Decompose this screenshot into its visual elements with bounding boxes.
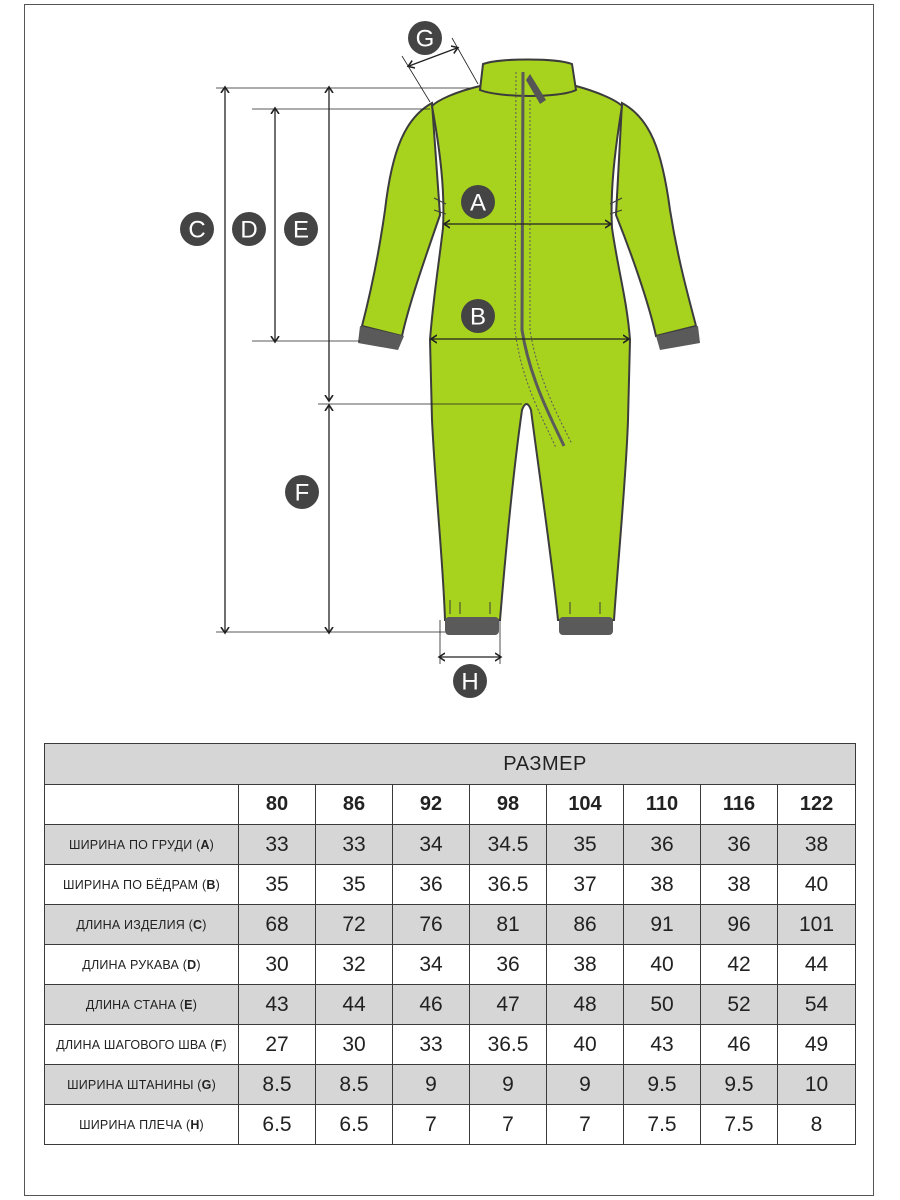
size-cell: 86: [316, 785, 393, 825]
measurement-row: [45, 1025, 856, 1065]
measurement-value: 35: [239, 865, 316, 905]
measurement-value: 42: [701, 945, 778, 985]
measurement-row: [45, 985, 856, 1025]
measurement-value: 9: [470, 1065, 547, 1105]
measurement-row: [45, 905, 856, 945]
measurement-value: 9.5: [624, 1065, 701, 1105]
measurement-value: 33: [393, 1025, 470, 1065]
measurement-value: 52: [701, 985, 778, 1025]
measurement-value: 44: [316, 985, 393, 1025]
measurement-value: 34: [393, 825, 470, 865]
measurement-value: 91: [624, 905, 701, 945]
marker-c: [180, 212, 214, 246]
right-leg-cuff: [559, 617, 613, 635]
measurement-value: 8: [778, 1105, 856, 1145]
measurement-value: 47: [470, 985, 547, 1025]
measurement-value: 72: [316, 905, 393, 945]
marker-h-label: H: [461, 668, 479, 696]
measurement-value: 7: [393, 1105, 470, 1145]
measurement-value: 43: [239, 985, 316, 1025]
size-chart-table: [44, 743, 856, 1145]
measurement-value: 9: [393, 1065, 470, 1105]
right-sleeve: [616, 103, 696, 336]
measurement-label: ШИРИНА ПО ГРУДИ (A): [45, 825, 239, 865]
size-header: [45, 744, 856, 785]
measurement-value: 7.5: [701, 1105, 778, 1145]
measurement-value: 38: [547, 945, 624, 985]
jumpsuit-illustration: [358, 60, 700, 636]
measurement-value: 7.5: [624, 1105, 701, 1145]
size-header-text: РАЗМЕР: [503, 752, 587, 775]
measurement-row: [45, 865, 856, 905]
measurement-value: 34.5: [470, 825, 547, 865]
marker-b: [461, 299, 495, 333]
size-cell: 92: [393, 785, 470, 825]
size-cell: 116: [701, 785, 778, 825]
left-sleeve: [362, 103, 440, 336]
measurement-row: [45, 945, 856, 985]
measurement-value: 6.5: [316, 1105, 393, 1145]
measurement-value: 8.5: [239, 1065, 316, 1105]
marker-a: [461, 185, 495, 219]
measurement-value: 40: [624, 945, 701, 985]
measurement-value: 38: [624, 865, 701, 905]
measurement-value: 36: [470, 945, 547, 985]
measurement-row: [45, 825, 856, 865]
measurement-value: 50: [624, 985, 701, 1025]
measurement-label: ДЛИНА ШАГОВОГО ШВА (F): [45, 1025, 239, 1065]
measurement-value: 86: [547, 905, 624, 945]
measurement-value: 36: [701, 825, 778, 865]
header-row: [45, 744, 856, 785]
measurement-label: ДЛИНА РУКАВА (D): [45, 945, 239, 985]
measurement-value: 30: [239, 945, 316, 985]
measurement-value: 30: [316, 1025, 393, 1065]
marker-a-label: A: [469, 189, 487, 217]
measurement-value: 35: [316, 865, 393, 905]
measurement-value: 35: [547, 825, 624, 865]
measurement-value: 33: [239, 825, 316, 865]
measurement-value: 44: [778, 945, 856, 985]
measurement-value: 9: [547, 1065, 624, 1105]
torso-and-legs: [430, 86, 630, 620]
measurement-value: 48: [547, 985, 624, 1025]
marker-e: [284, 212, 318, 246]
measurement-value: 36: [624, 825, 701, 865]
measurement-row: [45, 1105, 856, 1145]
measurement-value: 32: [316, 945, 393, 985]
left-leg-cuff: [445, 617, 499, 635]
measurement-value: 68: [239, 905, 316, 945]
marker-f-label: F: [294, 479, 310, 507]
size-cell: 104: [547, 785, 624, 825]
measurement-value: 49: [778, 1025, 856, 1065]
marker-g: [408, 21, 442, 55]
measurement-value: 6.5: [239, 1105, 316, 1145]
size-cell: 80: [239, 785, 316, 825]
measurement-value: 38: [778, 825, 856, 865]
marker-d: [232, 212, 266, 246]
measurement-value: 27: [239, 1025, 316, 1065]
measurement-label: ДЛИНА ИЗДЕЛИЯ (C): [45, 905, 239, 945]
measurement-value: 40: [778, 865, 856, 905]
size-cell: 98: [470, 785, 547, 825]
measurement-value: 101: [778, 905, 856, 945]
measurement-value: 9.5: [701, 1065, 778, 1105]
marker-d-label: D: [240, 216, 258, 244]
measurement-value: 7: [547, 1105, 624, 1145]
measurement-value: 96: [701, 905, 778, 945]
marker-h: [453, 664, 487, 698]
size-cell: 122: [778, 785, 856, 825]
measurement-label: ШИРИНА ПЛЕЧА (H): [45, 1105, 239, 1145]
marker-f: [285, 475, 319, 509]
measurement-label: ШИРИНА ПО БЁДРАМ (B): [45, 865, 239, 905]
measurement-row: [45, 1065, 856, 1105]
measurement-value: 33: [316, 825, 393, 865]
marker-c-label: C: [188, 216, 206, 244]
measurement-value: 36.5: [470, 865, 547, 905]
measurement-value: 38: [701, 865, 778, 905]
measurement-value: 7: [470, 1105, 547, 1145]
measurement-value: 34: [393, 945, 470, 985]
measurement-value: 46: [701, 1025, 778, 1065]
measurement-label: ДЛИНА СТАНА (E): [45, 985, 239, 1025]
measurement-value: 40: [547, 1025, 624, 1065]
marker-g-label: G: [415, 25, 435, 53]
measurement-value: 8.5: [316, 1065, 393, 1105]
measurement-value: 36.5: [470, 1025, 547, 1065]
measurement-value: 10: [778, 1065, 856, 1105]
measurement-value: 46: [393, 985, 470, 1025]
measurement-value: 36: [393, 865, 470, 905]
measurement-value: 54: [778, 985, 856, 1025]
marker-e-label: E: [292, 216, 310, 244]
marker-b-label: B: [469, 303, 487, 331]
measurement-label: ШИРИНА ШТАНИНЫ (G): [45, 1065, 239, 1105]
measurement-value: 43: [624, 1025, 701, 1065]
sizes-row-blank: [45, 785, 239, 825]
measurement-value: 76: [393, 905, 470, 945]
sizes-row: [45, 785, 856, 825]
measurement-value: 37: [547, 865, 624, 905]
size-cell: 110: [624, 785, 701, 825]
measurement-value: 81: [470, 905, 547, 945]
